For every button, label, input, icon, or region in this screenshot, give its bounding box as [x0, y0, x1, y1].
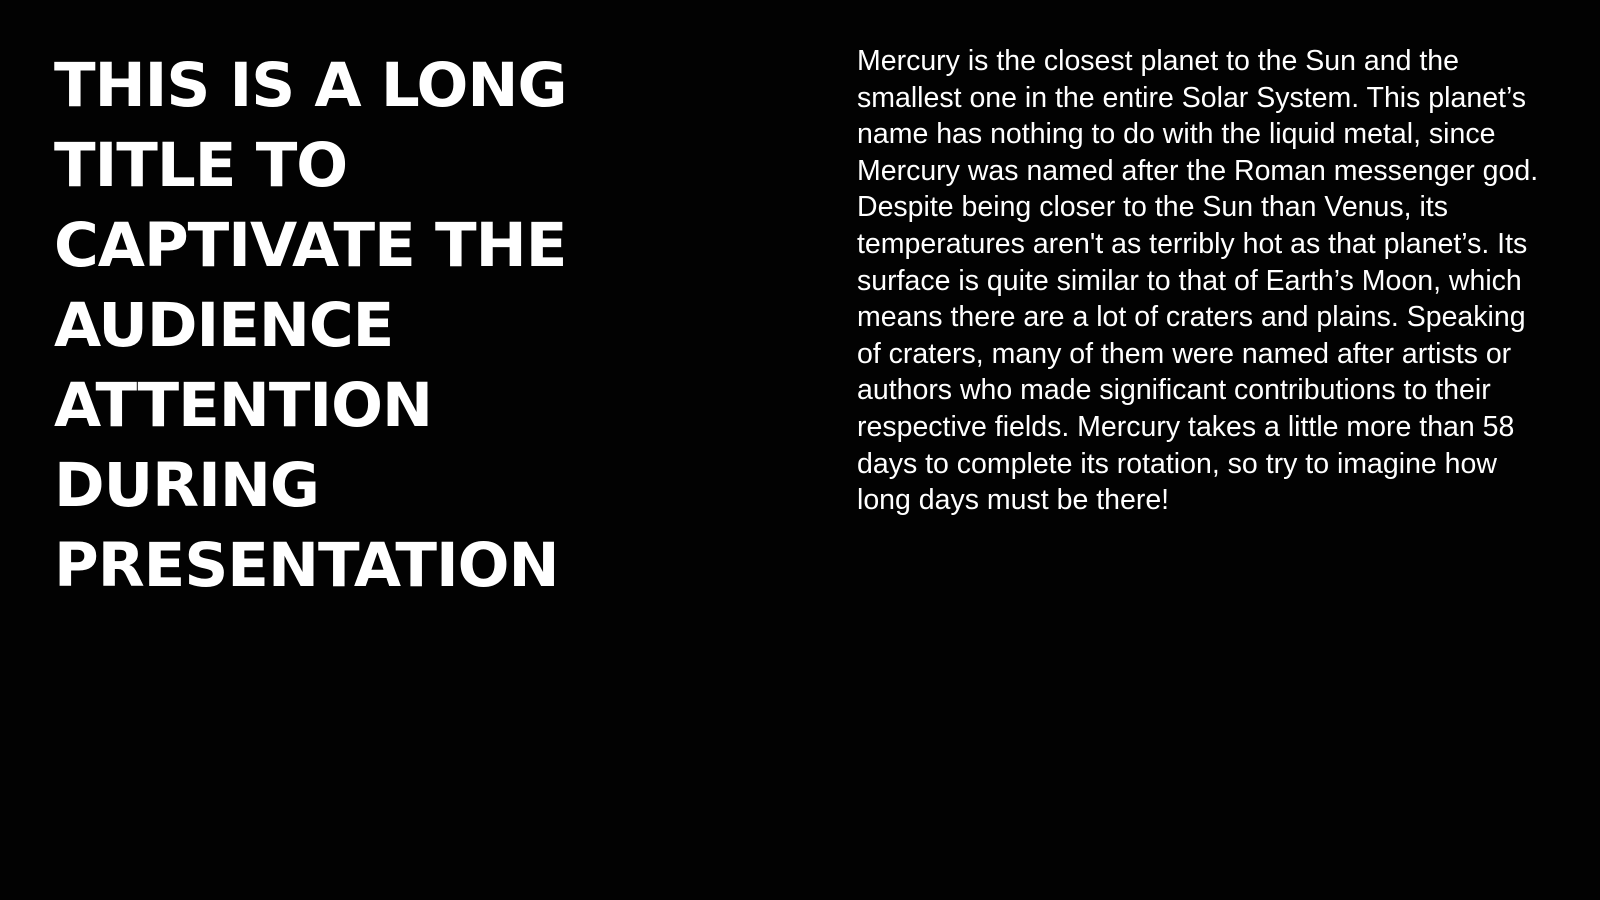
slide-title: THIS IS A LONG TITLE TO CAPTIVATE THE AUDIENCE ATTENTION DURING PRESENTATION: [54, 50, 567, 601]
slide-body-text: Mercury is the closest planet to the Sun and the smallest one in the entire Solar System. This planet’s name has nothing to do with the liquid metal, since Mercury was named after the Roman messenger god. Despite being closer to the Sun than Venus, its temperatures aren't as terribly hot as that planet’s. Its surface is quite similar to that of Earth’s Moon, which means there are a lot of craters and plains. Speaking of craters, many of them were named after artists or authors who made significant contributions to their respective fields. Mercury takes a little more than 58 days to complete its rotation, so try to imagine how long days must be there!: [857, 45, 1539, 517]
